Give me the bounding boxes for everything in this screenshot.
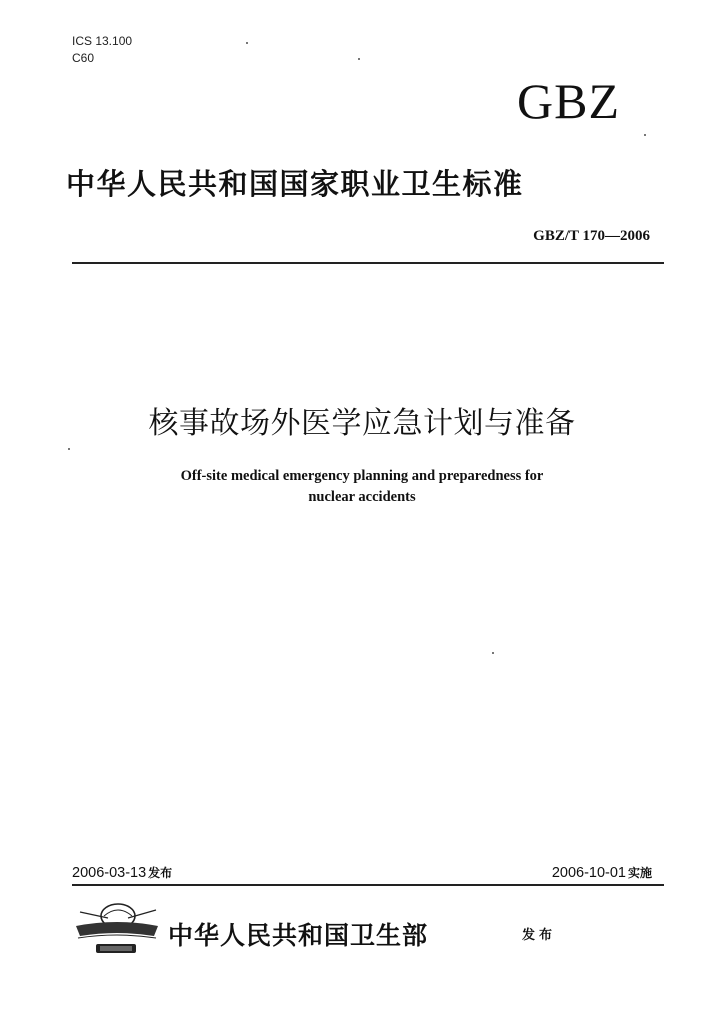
ics-code: ICS 13.100	[72, 34, 133, 48]
document-title-english	[0, 466, 724, 508]
scan-speck	[358, 58, 360, 60]
bottom-divider	[72, 884, 664, 886]
scan-speck	[644, 134, 646, 136]
publisher-emblem-icon	[74, 896, 160, 962]
scan-speck	[246, 42, 248, 44]
issue-date: 2006-03-13	[72, 865, 147, 881]
standard-number: GBZ/T 170—2006	[533, 228, 650, 244]
top-divider	[72, 262, 664, 264]
implementation-date: 2006-10-01	[551, 865, 626, 881]
implementation-label: 实施	[627, 866, 652, 880]
category-code: C60	[72, 51, 95, 65]
implementation-date-block	[552, 864, 652, 881]
scan-speck	[492, 652, 494, 654]
standard-series-title: 中华人民共和国国家职业卫生标准	[66, 167, 524, 201]
english-title-line-2: nuclear accidents	[308, 489, 416, 505]
classification-codes	[72, 33, 132, 67]
publisher-name: 中华人民共和国卫生部	[168, 921, 429, 950]
standard-mark: GBZ	[517, 73, 620, 129]
document-title-chinese: 核事故场外医学应急计划与准备	[148, 406, 576, 441]
publisher-action: 发布	[522, 928, 557, 943]
issue-label: 发布	[148, 866, 173, 880]
english-title-line-1: Off-site medical emergency planning and preparedness for	[180, 468, 544, 484]
issue-date-block	[72, 864, 172, 881]
scan-speck	[68, 448, 70, 450]
